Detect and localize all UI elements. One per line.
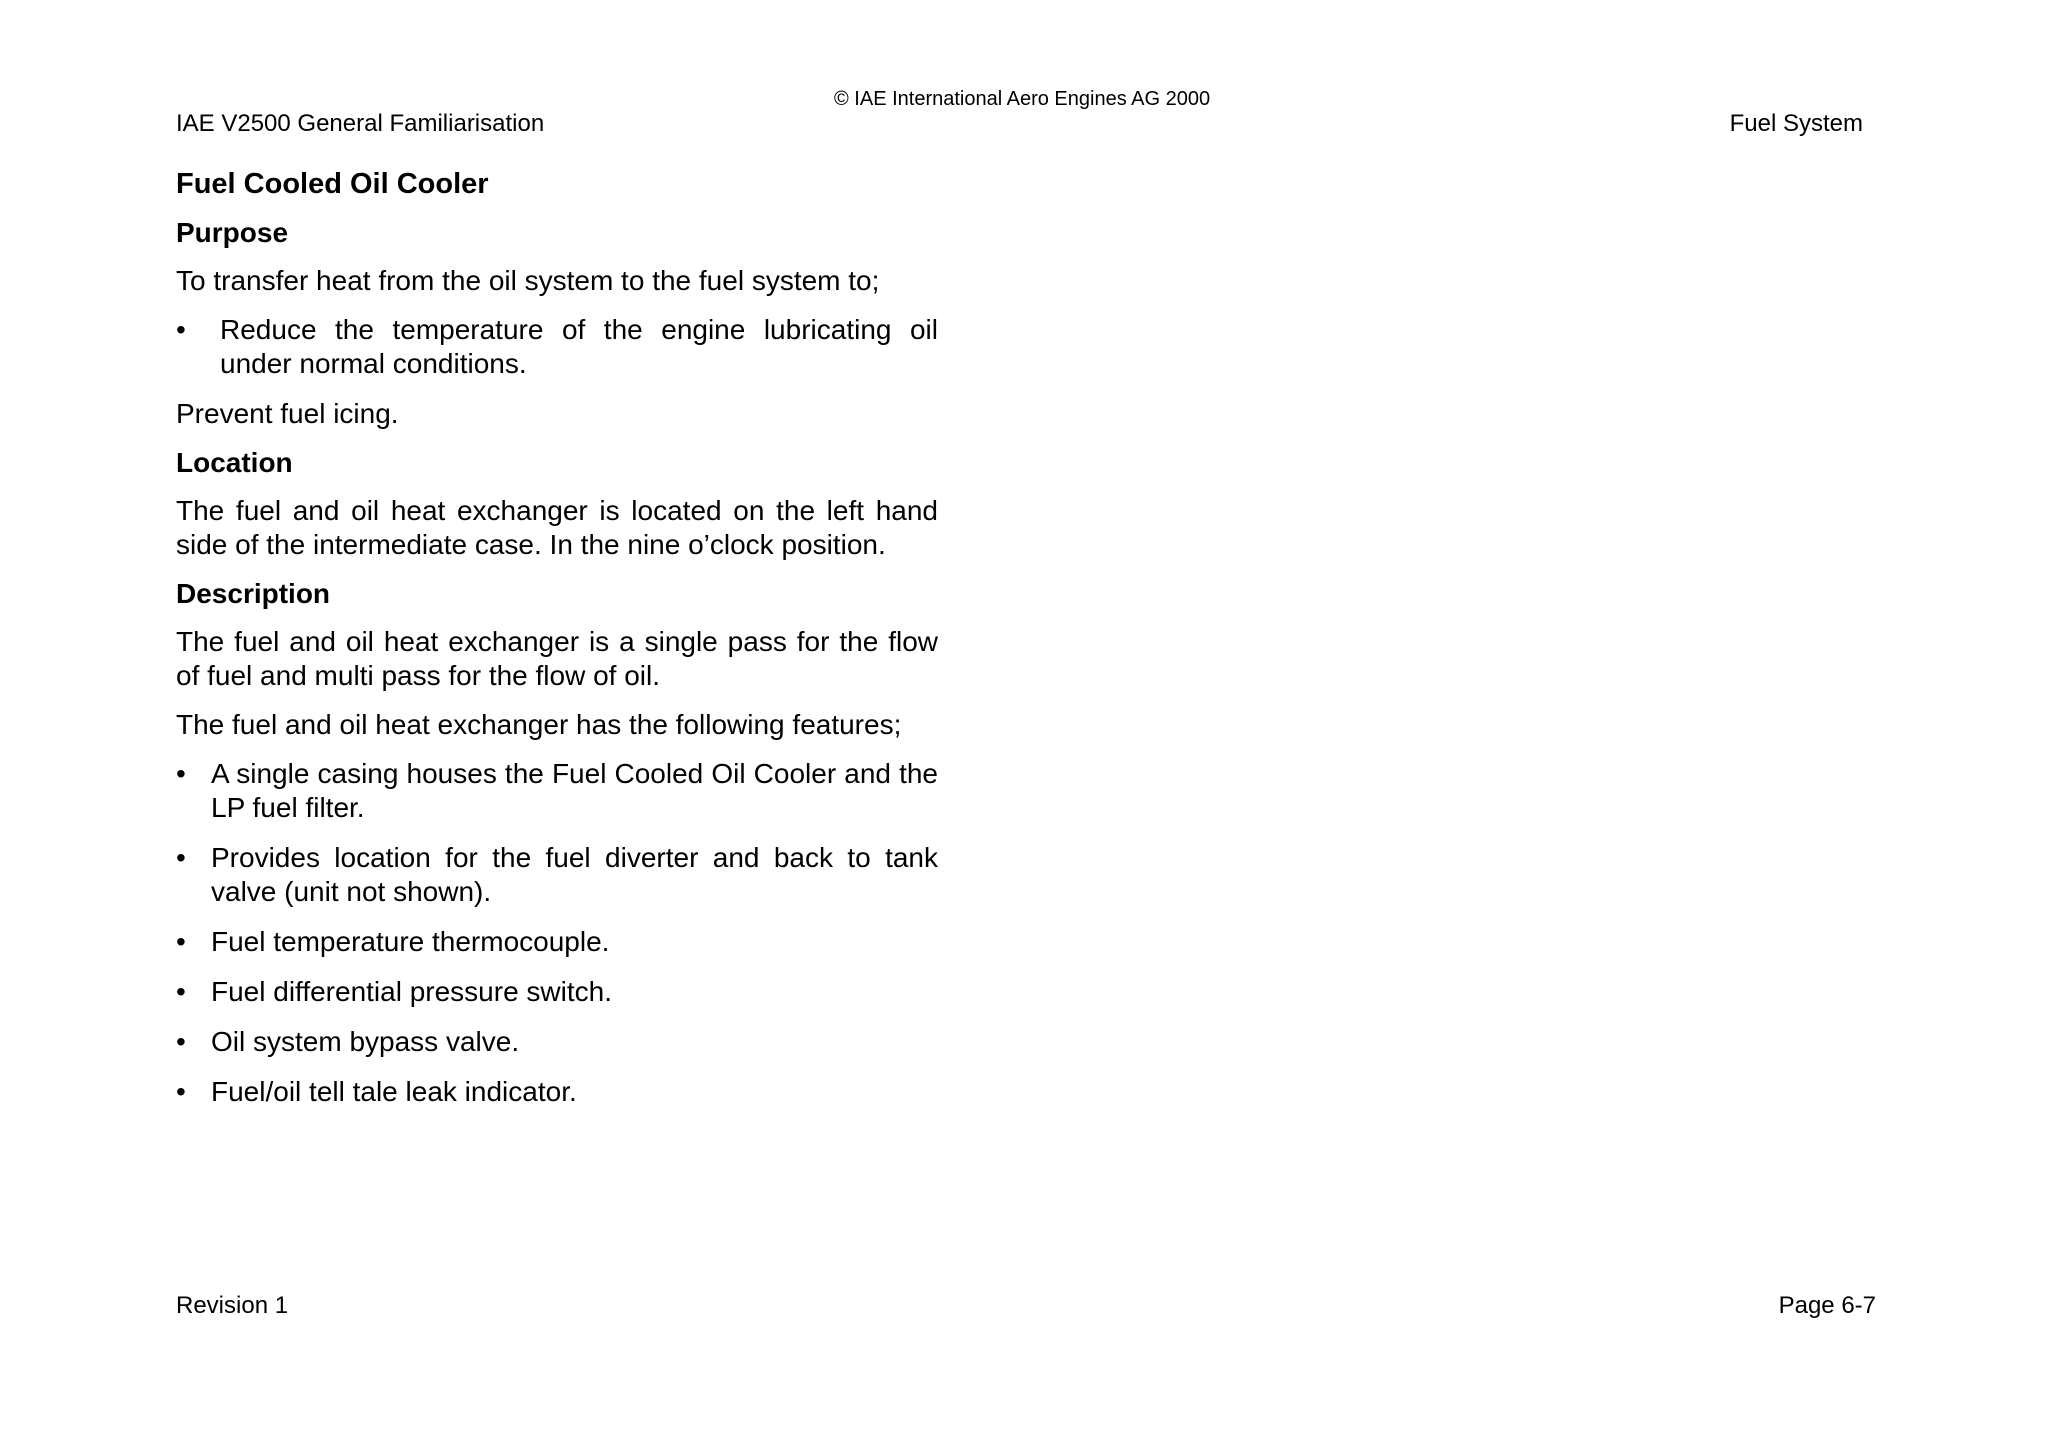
- list-item: [176, 1075, 938, 1109]
- purpose-heading: Purpose: [176, 217, 289, 248]
- purpose-bullet-list: [176, 313, 938, 381]
- bullet-icon: •: [176, 758, 186, 789]
- bullet-icon: •: [176, 842, 186, 873]
- purpose-intro: To transfer heat from the oil system to the fuel system to;: [176, 265, 880, 296]
- list-item: [176, 757, 938, 825]
- revision-label: Revision 1: [176, 1292, 289, 1319]
- list-item: [176, 925, 938, 959]
- bullet-icon: •: [176, 976, 186, 1007]
- features-bullet-list: [176, 757, 938, 1109]
- list-item-text: A single casing houses the Fuel Cooled Oil Cooler and the LP fuel filter.: [211, 758, 938, 823]
- document-title: IAE V2500 General Familiarisation: [176, 110, 545, 137]
- page-number: Page 6-7: [1778, 1292, 1876, 1319]
- list-item: [176, 1025, 938, 1059]
- description-heading: Description: [176, 578, 331, 609]
- copyright-notice: © IAE International Aero Engines AG 2000: [834, 88, 1211, 110]
- bullet-icon: •: [176, 1026, 186, 1057]
- page-heading: Fuel Cooled Oil Cooler: [176, 168, 489, 200]
- list-item-text: Provides location for the fuel diverter and back to tank valve (unit not shown).: [211, 842, 938, 907]
- page-content: [176, 166, 938, 1125]
- list-item-text: Reduce the temperature of the engine lubricating oil under normal conditions.: [220, 314, 938, 379]
- list-item: [176, 975, 938, 1009]
- location-heading: Location: [176, 447, 293, 478]
- list-item-text: Fuel temperature thermocouple.: [211, 926, 610, 957]
- list-item: [176, 313, 938, 381]
- list-item-text: Fuel/oil tell tale leak indicator.: [211, 1076, 577, 1107]
- list-item-text: Oil system bypass valve.: [211, 1026, 520, 1057]
- location-text: The fuel and oil heat exchanger is located on the left hand side of the intermediate case. In the nine o’clock position.: [176, 495, 938, 560]
- list-item-text: Fuel differential pressure switch.: [211, 976, 612, 1007]
- bullet-icon: •: [176, 926, 186, 957]
- description-para-1: The fuel and oil heat exchanger is a single pass for the flow of fuel and multi pass for the flow of oil.: [176, 626, 938, 691]
- bullet-icon: •: [176, 1076, 186, 1107]
- bullet-icon: •: [176, 314, 186, 345]
- purpose-after: Prevent fuel icing.: [176, 398, 399, 429]
- list-item: [176, 841, 938, 909]
- section-title: Fuel System: [1729, 110, 1863, 137]
- description-para-2: The fuel and oil heat exchanger has the following features;: [176, 709, 902, 740]
